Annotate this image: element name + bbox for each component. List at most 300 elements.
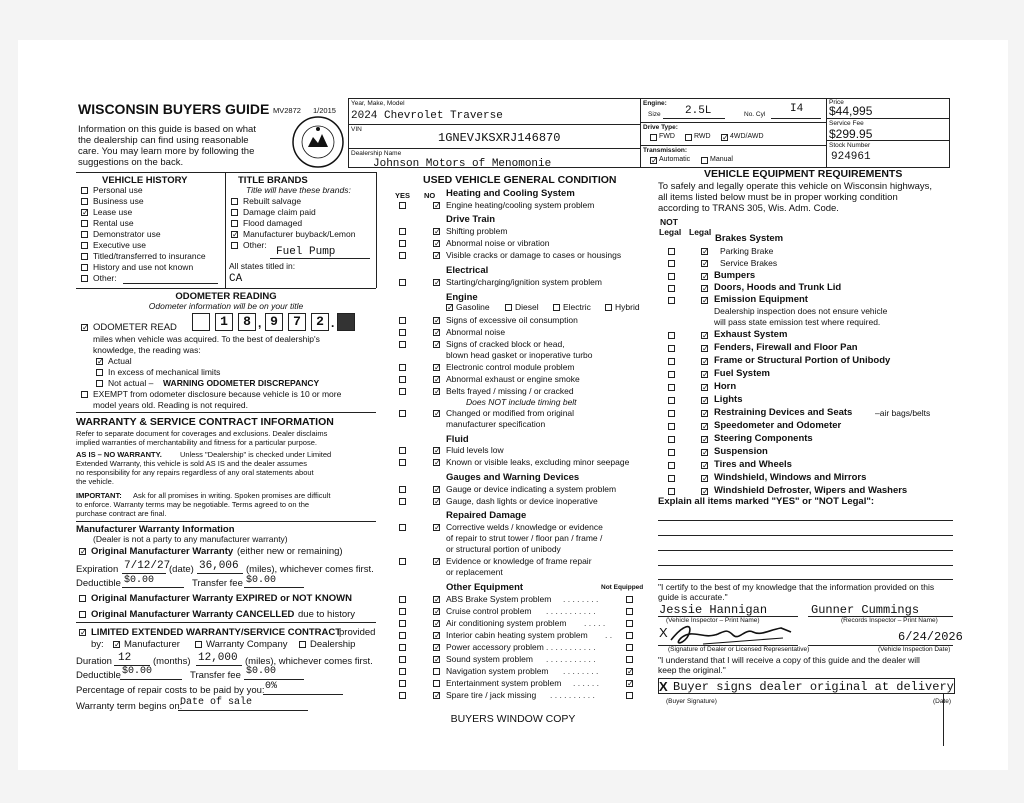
bumpers-legal[interactable]: ✓ <box>702 272 709 281</box>
buyer-text: Buyer signs dealer original at delivery <box>673 680 954 694</box>
intro-line-2: the dealership can find using reasonable <box>78 135 249 146</box>
by-warranty-company-checkbox[interactable] <box>195 641 202 648</box>
title-brands-title: TITLE BRANDS <box>238 175 308 186</box>
equipment-title: VEHICLE EQUIPMENT REQUIREMENTS <box>704 168 903 180</box>
lights-legal[interactable]: ✓ <box>702 396 709 405</box>
dt3-yes[interactable] <box>399 252 406 259</box>
en6-note: Does NOT include timing belt <box>466 397 577 407</box>
intro-line-3: care. You may learn more by following the <box>78 146 255 157</box>
bumpers-label: Bumpers <box>714 270 756 281</box>
stock-value: 924961 <box>831 151 871 163</box>
price-value: $44,995 <box>829 104 873 118</box>
limited-warranty-checkbox[interactable]: ✓ <box>80 628 87 637</box>
exhaust-label: Exhaust System <box>714 329 788 340</box>
engine-title: Engine <box>446 292 478 303</box>
dt1-no[interactable]: ✓ <box>434 227 441 236</box>
legal-header: Legal <box>689 227 712 237</box>
doors-legal[interactable]: ✓ <box>702 284 709 293</box>
important-3: purchase contract are final. <box>76 509 167 518</box>
restraining-suffix: –air bags/belts <box>875 408 931 418</box>
warranty-p1-2: implied warranties of merchantability and fitness for a particular purpose. <box>76 438 317 447</box>
as-is-title: AS IS – NO WARRANTY. <box>76 450 162 459</box>
insp-date-value: 6/24/2026 <box>898 630 963 644</box>
parking-brake-label: Parking Brake <box>720 246 774 256</box>
other6-no[interactable]: ✓ <box>434 655 441 664</box>
brakes-title: Brakes System <box>715 233 784 244</box>
cancelled-warranty-label: Original Manufacturer Warranty CANCELLED <box>91 609 295 620</box>
defroster-notlegal[interactable] <box>668 488 675 495</box>
doors-label: Doors, Hoods and Trunk Lid <box>714 282 842 293</box>
fee-label: Service Fee <box>829 120 864 127</box>
other8-label: Entertainment system problem <box>446 678 562 688</box>
certify-text-2: guide is accurate." <box>658 592 728 602</box>
other1-no[interactable]: ✓ <box>434 595 441 604</box>
speedometer-label: Speedometer and Odometer <box>714 420 842 431</box>
history-lease: Lease use <box>93 207 133 217</box>
other4-label: Interior cabin heating system problem <box>446 630 588 640</box>
dt3-label: Visible cracks or damage to cases or housings <box>446 250 622 260</box>
history-executive: Executive use <box>93 240 146 250</box>
automatic-checkbox[interactable]: ✓ <box>651 156 658 165</box>
fuel-gasoline-checkbox[interactable]: ✓ <box>447 303 454 312</box>
other5-yes[interactable] <box>399 644 406 651</box>
ga2-label: Gauge, dash lights or device inoperative <box>446 496 598 506</box>
emission-note-2: will pass state emission test where required. <box>714 317 881 327</box>
orig-warranty-label: Original Manufacturer Warranty <box>91 546 234 557</box>
brand-rebuilt-checkbox[interactable] <box>231 198 238 205</box>
en1-label: Signs of excessive oil consumption <box>446 315 578 325</box>
fuel-electric: Electric <box>563 302 591 312</box>
frame-label: Frame or Structural Portion of Unibody <box>714 355 891 366</box>
other4-yes[interactable] <box>399 632 406 639</box>
other2-label: Cruise control problem <box>446 606 532 616</box>
dt3-no[interactable]: ✓ <box>434 251 441 260</box>
other3-ne[interactable] <box>626 620 633 627</box>
vin-label: VIN <box>351 126 362 133</box>
fuel-diesel-checkbox[interactable] <box>505 304 512 311</box>
other3-no[interactable]: ✓ <box>434 619 441 628</box>
en4-yes[interactable] <box>399 364 406 371</box>
windshield-notlegal[interactable] <box>668 475 675 482</box>
en2-label: Abnormal noise <box>446 327 506 337</box>
odometer-not-actual-checkbox[interactable] <box>96 380 103 387</box>
dt2-no[interactable]: ✓ <box>434 239 441 248</box>
other3-yes[interactable] <box>399 620 406 627</box>
cancelled-warranty-checkbox[interactable] <box>79 611 86 618</box>
transfer2-label: Transfer fee <box>190 670 241 681</box>
automatic-label: Automatic <box>659 156 691 163</box>
dt1-yes[interactable] <box>399 228 406 235</box>
fuel-hybrid-checkbox[interactable] <box>605 304 612 311</box>
speedometer-notlegal[interactable] <box>668 423 675 430</box>
en2-no[interactable]: ✓ <box>434 328 441 337</box>
inspector-name: Jessie Hannigan <box>659 603 768 617</box>
explain-label: Explain all items marked "YES" or "NOT Legal": <box>658 496 874 507</box>
en7-no[interactable]: ✓ <box>434 409 441 418</box>
important-title: IMPORTANT: <box>76 491 122 500</box>
history-business: Business use <box>93 196 144 206</box>
other7-no[interactable] <box>433 668 440 675</box>
en3-yes[interactable] <box>399 341 406 348</box>
odometer-digit: 9 <box>265 313 283 331</box>
brand-other-checkbox[interactable] <box>231 242 238 249</box>
en3-label-a: Signs of cracked block or head, <box>446 339 565 349</box>
expired-warranty-checkbox[interactable] <box>79 595 86 602</box>
brand-damage-checkbox[interactable] <box>231 209 238 216</box>
history-rental: Rental use <box>93 218 134 228</box>
odometer-digit: 1 <box>215 313 233 331</box>
awd-checkbox[interactable]: ✓ <box>722 133 729 142</box>
trans-label: Transmission: <box>643 147 688 154</box>
other8-yes[interactable] <box>399 680 406 687</box>
en2-yes[interactable] <box>399 329 406 336</box>
rwd-checkbox[interactable] <box>685 134 692 141</box>
en5-no[interactable]: ✓ <box>434 375 441 384</box>
other6-yes[interactable] <box>399 656 406 663</box>
buyer-sig-label: (Buyer Signature) <box>666 698 717 705</box>
el1-no[interactable]: ✓ <box>434 278 441 287</box>
other4-no[interactable]: ✓ <box>434 631 441 640</box>
brand-flood-checkbox[interactable] <box>231 220 238 227</box>
fwd-label: FWD <box>659 133 675 140</box>
fluid-title: Fluid <box>446 434 469 445</box>
rwd-label: RWD <box>694 133 711 140</box>
other8-no[interactable] <box>433 680 440 687</box>
other7-ne[interactable]: ✓ <box>627 667 634 676</box>
odometer-text-2: knowledge, the reading was: <box>93 345 201 355</box>
other1-label: ABS Brake System problem <box>446 594 552 604</box>
service-brakes-legal[interactable]: ✓ <box>702 259 709 268</box>
odometer-read-label: ODOMETER READ <box>93 322 177 333</box>
deductible2-value: $0.00 <box>122 666 153 677</box>
history-demo-checkbox[interactable] <box>81 231 88 238</box>
brand-damage: Damage claim paid <box>243 207 316 217</box>
history-title: VEHICLE HISTORY <box>102 175 188 186</box>
dealer-value: Johnson Motors of Menomonie <box>373 158 552 170</box>
history-other-checkbox[interactable] <box>81 275 88 282</box>
no-header: NO <box>424 191 436 200</box>
other9-no[interactable]: ✓ <box>434 691 441 700</box>
not-legal-header-2: Legal <box>659 227 682 237</box>
duration-miles-label: (miles), whichever comes first. <box>245 656 373 667</box>
odometer-subtitle: Odometer information will be on your title <box>148 301 304 311</box>
fuel-gasoline: Gasoline <box>456 302 490 312</box>
other5-ne[interactable] <box>626 644 633 651</box>
other7-yes[interactable] <box>399 668 406 675</box>
odometer-exempt-checkbox[interactable] <box>81 391 88 398</box>
windshield-label: Windshield, Windows and Mirrors <box>714 472 867 483</box>
other2-ne[interactable] <box>626 608 633 615</box>
other9-ne[interactable] <box>626 692 633 699</box>
en3-label-b: blown head gasket or inoperative turbo <box>446 350 593 360</box>
tires-notlegal[interactable] <box>668 462 675 469</box>
other1-yes[interactable] <box>399 596 406 603</box>
restraining-notlegal[interactable] <box>668 410 675 417</box>
fl1-yes[interactable] <box>399 447 406 454</box>
dt2-yes[interactable] <box>399 240 406 247</box>
other7-label: Navigation system problem <box>446 666 549 676</box>
history-personal-checkbox[interactable] <box>81 187 88 194</box>
ymm-label: Year, Make, Model <box>351 100 405 107</box>
bumpers-notlegal[interactable] <box>668 273 675 280</box>
suspension-label: Suspension <box>714 446 768 457</box>
en6-label: Belts frayed / missing / or cracked <box>446 386 574 396</box>
percent-label: Percentage of repair costs to be paid by you: <box>76 685 265 696</box>
certify-text-1: "I certify to the best of my knowledge that the information provided on this <box>658 582 935 592</box>
odometer-not-actual: Not actual – <box>108 378 154 388</box>
fl2-no[interactable]: ✓ <box>434 458 441 467</box>
deductible-value: $0.00 <box>124 575 155 586</box>
brand-rebuilt: Rebuilt salvage <box>243 196 302 206</box>
price-label: Price <box>829 99 844 106</box>
fenders-label: Fenders, Firewall and Floor Pan <box>714 342 858 353</box>
el1-label: Starting/charging/ignition system problem <box>446 277 602 287</box>
limited-warranty-label: LIMITED EXTENDED WARRANTY/SERVICE CONTRACT <box>91 627 342 638</box>
suspension-notlegal[interactable] <box>668 449 675 456</box>
other5-label: Power accessory problem <box>446 642 544 652</box>
mfr-warranty-sub: (Dealer is not a party to any manufacturer warranty) <box>93 534 288 544</box>
repaired-title: Repaired Damage <box>446 510 527 521</box>
cancelled-warranty-suffix: due to history <box>298 609 356 620</box>
by-dealership: Dealership <box>310 639 356 650</box>
duration-months-label: (months) <box>153 656 191 667</box>
mfr-warranty-title: Manufacturer Warranty Information <box>76 524 235 535</box>
manual-label: Manual <box>710 156 733 163</box>
percent-value: 0% <box>265 681 278 692</box>
heat1-no[interactable]: ✓ <box>434 201 441 210</box>
as-is-4: the vehicle. <box>76 477 114 486</box>
odometer-digit <box>192 313 210 331</box>
expiration-date: 7/12/27 <box>124 560 171 572</box>
by-manufacturer-checkbox[interactable]: ✓ <box>114 640 121 649</box>
en7-label-b: manufacturer specification <box>446 419 546 429</box>
understand-1: "I understand that I will receive a copy of this guide and the dealer will <box>658 655 920 665</box>
by-label: by: <box>91 639 104 650</box>
restraining-legal[interactable]: ✓ <box>702 409 709 418</box>
awd-label: 4WD/AWD <box>730 133 764 140</box>
ga1-yes[interactable] <box>399 486 406 493</box>
speedometer-legal[interactable]: ✓ <box>702 422 709 431</box>
transfer-label: Transfer fee <box>192 578 243 589</box>
fuel-system-notlegal[interactable] <box>668 371 675 378</box>
orig-warranty-checkbox[interactable]: ✓ <box>80 547 87 556</box>
form-date: 1/2015 <box>313 106 336 115</box>
lights-notlegal[interactable] <box>668 397 675 404</box>
other8-ne[interactable]: ✓ <box>627 679 634 688</box>
fuel-electric-checkbox[interactable] <box>553 304 560 311</box>
en1-yes[interactable] <box>399 317 406 324</box>
doors-notlegal[interactable] <box>668 285 675 292</box>
fenders-legal[interactable]: ✓ <box>702 344 709 353</box>
history-insurance: Titled/transferred to insurance <box>93 251 206 261</box>
odometer-excess-checkbox[interactable] <box>96 369 103 376</box>
brand-lemon-checkbox[interactable]: ✓ <box>232 230 239 239</box>
deductible-label: Deductible <box>76 578 121 589</box>
brand-other-value: Fuel Pump <box>276 246 336 258</box>
steering-legal[interactable]: ✓ <box>702 435 709 444</box>
drive-train-title: Drive Train <box>446 214 496 225</box>
expired-warranty-label: Original Manufacturer Warranty EXPIRED or NOT KNOWN <box>91 593 352 604</box>
other6-ne[interactable] <box>626 656 633 663</box>
insp-date-label: (Vehicle Inspection Date) <box>878 646 951 653</box>
frame-notlegal[interactable] <box>668 358 675 365</box>
exhaust-notlegal[interactable] <box>668 332 675 339</box>
other2-yes[interactable] <box>399 608 406 615</box>
not-legal-header: NOT <box>660 217 678 227</box>
rd1-yes[interactable] <box>399 524 406 531</box>
emission-notlegal[interactable] <box>668 297 675 304</box>
equipment-intro-1: To safely and legally operate this vehicle on Wisconsin highways, <box>658 181 933 192</box>
horn-notlegal[interactable] <box>668 384 675 391</box>
as-is-1: Unless "Dealership" is checked under Limited <box>180 450 332 459</box>
size-value: 2.5L <box>685 105 712 117</box>
other-equipment-title: Other Equipment <box>446 582 524 593</box>
fwd-checkbox[interactable] <box>650 134 657 141</box>
history-executive-checkbox[interactable] <box>81 242 88 249</box>
defroster-label: Windshield Defroster, Wipers and Washers <box>714 485 908 496</box>
footer-label: BUYERS WINDOW COPY <box>450 713 576 725</box>
service-brakes-notlegal[interactable] <box>668 260 675 267</box>
suspension-legal[interactable]: ✓ <box>702 448 709 457</box>
buyer-date-label: (Date) <box>933 698 952 705</box>
states-label: All states titled in: <box>229 261 296 271</box>
odometer-digits: 1 8 , 9 7 2 . <box>192 313 352 331</box>
rd1-label-c: or structural portion of unibody <box>446 544 561 554</box>
other2-no[interactable]: ✓ <box>434 607 441 616</box>
fuel-diesel: Diesel <box>515 302 539 312</box>
fuel-system-legal[interactable]: ✓ <box>702 370 709 379</box>
emission-note-1: Dealership inspection does not ensure vehicle <box>714 306 888 316</box>
important-2: to enforce. Warranty terms may be negotiable. Terms agreed to on the <box>76 500 310 509</box>
history-rental-checkbox[interactable] <box>81 220 88 227</box>
transfer-value: $0.00 <box>246 575 277 586</box>
fl1-no[interactable]: ✓ <box>434 446 441 455</box>
ga2-no[interactable]: ✓ <box>434 497 441 506</box>
vin-value: 1GNEVJKSXRJ146870 <box>438 131 561 145</box>
equipment-intro-2: all items listed below must be in proper working condition <box>658 192 898 203</box>
rd1-label-a: Corrective welds / knowledge or evidence <box>446 522 603 532</box>
dt2-label: Abnormal noise or vibration <box>446 238 550 248</box>
electrical-title: Electrical <box>446 265 489 276</box>
odometer-digit: 8 <box>238 313 256 331</box>
en4-no[interactable]: ✓ <box>434 363 441 372</box>
yes-header: YES <box>395 191 411 200</box>
odometer-digit: 7 <box>288 313 306 331</box>
size-label: Size <box>648 111 661 118</box>
tires-legal[interactable]: ✓ <box>702 461 709 470</box>
odometer-actual: Actual <box>108 356 132 366</box>
en6-yes[interactable] <box>399 388 406 395</box>
other9-label: Spare tire / jack missing <box>446 690 537 700</box>
history-lease-checkbox[interactable]: ✓ <box>82 208 89 217</box>
buyer-sig-x-icon: X <box>659 679 668 694</box>
other4-ne[interactable] <box>626 632 633 639</box>
exhaust-legal[interactable]: ✓ <box>702 331 709 340</box>
buyers-guide-sheet: WISCONSIN BUYERS GUIDE MV2872 1/2015 Information on this guide is based on what the dealership can find using reasonable care. You may learn more by following the suggestions on the back. Year, Make, Model 2024 Chevrolet Traverse VIN 1GNEVJKSXRJ146870 Dealership Name Johnson Motors of Menomonie Engine: Size 2.5L No. Cyl I4 Drive Type: FWD RWD ✓ 4WD/AWD Transmission: ✓ Automatic Manual Price $44,995 Service Fee $299.95 Stock Number 924961 VEHICLE HISTORY Personal use Business use ✓ Lease use Rental use Demonstrator use Executive use Titled/transferred to insurance History and use not known Other: TITLE BRANDS Title will have these brands: Rebuilt salvage Damage claim paid Flood damaged ✓ Manufacturer buyback/Lemon Other: Fuel Pump All states titled in: CA ODOMETER READING Odometer information will be on your title ✓ ODOMETER READ 1 8 , 9 7 2 . miles when vehicle was acquired. To the best of dealership's knowledge, the reading was: ✓ Actual In excess of mechanical limits Not actual – WARNING ODOMETER DISCREPANCY EXEMPT from odometer disclosure because vehicle is 10 or more model years old. Reading is not required. WARRANTY & SERVICE CONTRACT INFORMATION Refer to separate document for coverages and exclusions. Dealer disclaims implied warranties of merchantability and fitness for a particular purpose. AS IS – NO WARRANTY. Unless "Dealership" is checked under Limited Extended Warranty, this vehicle is sold AS IS and the dealer assumes no responsibility for any repairs regardless of any oral statements about the vehicle. IMPORTANT: Ask for all promises in writing. Spoken promises are difficult to enforce. Warranty terms may be negotiable. Terms agreed to on the purchase contract are final. Manufacturer Warranty Information (Dealer is not a party to any manufacturer warranty) ✓ Original Manufacturer Warranty (either new or remaining) Expiration 7/12/27 (date) 36,006 (miles), whichever comes first. Deductible $0.00 Transfer fee $0.00 Original Manufacturer Warranty EXPIRED or NOT KNOWN Original Manufacturer Warranty CANCELLED due to history ✓ LIMITED EXTENDED WARRANTY/SERVICE CONTRACT provided by: ✓ Manufacturer Warranty Company Dealership Duration 12 (months) 12,000 (miles), whichever comes first. Deductible $0.00 Transfer fee $0.00 Percentage of repair costs to be paid by you: 0% Warranty term begins on: Date of sale USED VEHICLE GENERAL CONDITION YES NO Heating and Cooling System ✓ Engine heating/cooling system problem Drive Train ✓ Shifting problem ✓ Abnormal noise or vibration ✓ Visible cracks or damage to cases or housings Electrical ✓ Starting/charging/ignition system problem Engine ✓ Gasoline Diesel Electric Hybrid ✓ Signs of excessive oil consumption ✓ Abnormal noise ✓ Signs of cracked block or head, blown head gasket or inoperative turbo ✓ Electronic control module problem ✓ Abnormal exhaust or engine smoke ✓ Belts frayed / missing / or cracked Does NOT include timing belt ✓ Changed or modified from original manufacturer specification Fluid ✓ Fluid levels low ✓ Known or visible leaks, excluding minor seepage Gauges and Warning Devices ✓ Gauge or device indicating a system problem ✓ Gauge, dash lights or device inoperative Repaired Damage ✓ Corrective welds / knowledge or evidence of repair to strut tower / floor pan / frame / or structural portion of unibody ✓ Evidence or knowledge of frame repair or replacement Other Equipment Not Equipped ✓ ABS Brake System problem . . . . . . . . ✓ Cruise control problem . . . . . . . . . . . ✓ Air conditioning system problem . . . . . ✓ Interior cabin heating system problem . . ✓ Power accessory problem . . . . . . . . . . . ✓ Sound system problem . . . . . . . . . . . Navigation system problem . . . . . . . . ✓ Entertainment system problem . . . . . . ✓ ✓ Spare tire / jack missing . . . . . . . . . . BUYERS WINDOW COPY VEHICLE EQUIPMENT REQUIREMENTS To safely and legally operate this vehicle on Wisconsin highways, all items listed below must be in proper working condition according to TRANS 305, Wis. Adm. Code. NOT Legal Legal Brakes System ✓ Parking Brake ✓ Service Brakes ✓ Bumpers ✓ Doors, Hoods and Trunk Lid ✓ Emission Equipment Dealership inspection does not ensure vehicle will pass state emission test where required. ✓ Exhaust System ✓ Fenders, Firewall and Floor Pan ✓ Frame or Structural Portion of Unibody ✓ Fuel System ✓ Horn ✓ Lights ✓ Restraining Devices and Seats –air bags/belts ✓ Speedometer and Odometer ✓ Steering Components ✓ Suspension ✓ Tires and Wheels ✓ Windshield, Windows and Mirrors ✓ Windshield Defroster, Wipers and Washers Explain all items marked "YES" or "NOT Legal": "I certify to the best of my knowledge that the information provided on this guide is accurate." Jessie Hannigan (Vehicle Inspector – Print Name) Gunner Cummings (Records Inspector – Print Name) X (Signature of Dealer or Licensed Representative) 6/24/2026 (Vehicle Inspection Date) "I understand that I will receive a copy of this guide and the dealer will keep the original." X Buyer signs dealer original at delivery (Buyer Signature) (Date) <box>18 40 1008 770</box>
inspector-label: (Vehicle Inspector – Print Name) <box>666 617 760 624</box>
as-is-3: no responsibility for any repairs regardless of any oral statements about <box>76 468 314 477</box>
ymm-value: 2024 Chevrolet Traverse <box>351 110 503 122</box>
other1-ne[interactable] <box>626 596 633 603</box>
stock-label: Stock Number <box>829 142 871 149</box>
fl2-yes[interactable] <box>399 459 406 466</box>
emission-legal[interactable]: ✓ <box>702 296 709 305</box>
rd2-label-b: or replacement <box>446 567 503 577</box>
other9-yes[interactable] <box>399 692 406 699</box>
steering-notlegal[interactable] <box>668 436 675 443</box>
duration-months: 12 <box>118 652 132 664</box>
intro-line-4: suggestions on the back. <box>78 157 184 168</box>
odometer-exempt-1: EXEMPT from odometer disclosure because vehicle is 10 or more <box>93 389 342 399</box>
ga1-no[interactable]: ✓ <box>434 485 441 494</box>
odometer-excess: In excess of mechanical limits <box>108 367 221 377</box>
en5-label: Abnormal exhaust or engine smoke <box>446 374 580 384</box>
parking-brake-notlegal[interactable] <box>668 248 675 255</box>
history-insurance-checkbox[interactable] <box>81 253 88 260</box>
rd1-no[interactable]: ✓ <box>434 523 441 532</box>
intro-line-1: Information on this guide is based on what <box>78 124 256 135</box>
states-value: CA <box>229 273 243 285</box>
odometer-title: ODOMETER READING <box>175 291 277 302</box>
duration-label: Duration <box>76 656 112 667</box>
fenders-notlegal[interactable] <box>668 345 675 352</box>
odometer-text-1: miles when vehicle was acquired. To the best of dealership's <box>93 334 320 344</box>
en6-no[interactable]: ✓ <box>434 387 441 396</box>
en5-yes[interactable] <box>399 376 406 383</box>
rd2-yes[interactable] <box>399 558 406 565</box>
odometer-actual-checkbox[interactable]: ✓ <box>97 357 104 366</box>
transfer2-value: $0.00 <box>246 666 277 677</box>
ga2-yes[interactable] <box>399 498 406 505</box>
en3-no[interactable]: ✓ <box>434 340 441 349</box>
horn-legal[interactable]: ✓ <box>702 383 709 392</box>
brand-other: Other: <box>243 240 267 250</box>
en1-no[interactable]: ✓ <box>434 316 441 325</box>
dealer-sig-label: (Signature of Dealer or Licensed Representative) <box>668 646 810 653</box>
en7-yes[interactable] <box>399 410 406 417</box>
parking-brake-legal[interactable]: ✓ <box>702 247 709 256</box>
manual-checkbox[interactable] <box>701 157 708 164</box>
history-business-checkbox[interactable] <box>81 198 88 205</box>
by-dealership-checkbox[interactable] <box>299 641 306 648</box>
rd2-no[interactable]: ✓ <box>434 557 441 566</box>
heat1-yes[interactable] <box>399 202 406 209</box>
drive-label: Drive Type: <box>643 124 678 131</box>
fl2-label: Known or visible leaks, excluding minor seepage <box>446 457 630 467</box>
important-1: Ask for all promises in writing. Spoken promises are difficult <box>133 491 331 500</box>
history-unknown-checkbox[interactable] <box>81 264 88 271</box>
frame-legal[interactable]: ✓ <box>702 357 709 366</box>
duration-miles: 12,000 <box>198 652 238 664</box>
gauges-title: Gauges and Warning Devices <box>446 472 580 483</box>
el1-yes[interactable] <box>399 279 406 286</box>
odometer-warning: WARNING ODOMETER DISCREPANCY <box>163 378 320 388</box>
odometer-read-checkbox[interactable]: ✓ <box>82 323 89 332</box>
as-is-2: Extended Warranty, this vehicle is sold AS IS and the dealer assumes <box>76 459 307 468</box>
odometer-exempt-2: model years old. Reading is not required. <box>93 400 248 410</box>
history-demo: Demonstrator use <box>93 229 161 239</box>
steering-label: Steering Components <box>714 433 813 444</box>
equipment-intro-3: according to TRANS 305, Wis. Adm. Code. <box>658 203 839 214</box>
windshield-legal[interactable]: ✓ <box>702 474 709 483</box>
emission-label: Emission Equipment <box>714 294 808 305</box>
form-title: WISCONSIN BUYERS GUIDE <box>78 101 270 117</box>
fl1-label: Fluid levels low <box>446 445 504 455</box>
other6-label: Sound system problem <box>446 654 533 664</box>
cyl-value: I4 <box>790 103 804 115</box>
other5-no[interactable]: ✓ <box>434 643 441 652</box>
defroster-legal[interactable]: ✓ <box>702 487 709 496</box>
